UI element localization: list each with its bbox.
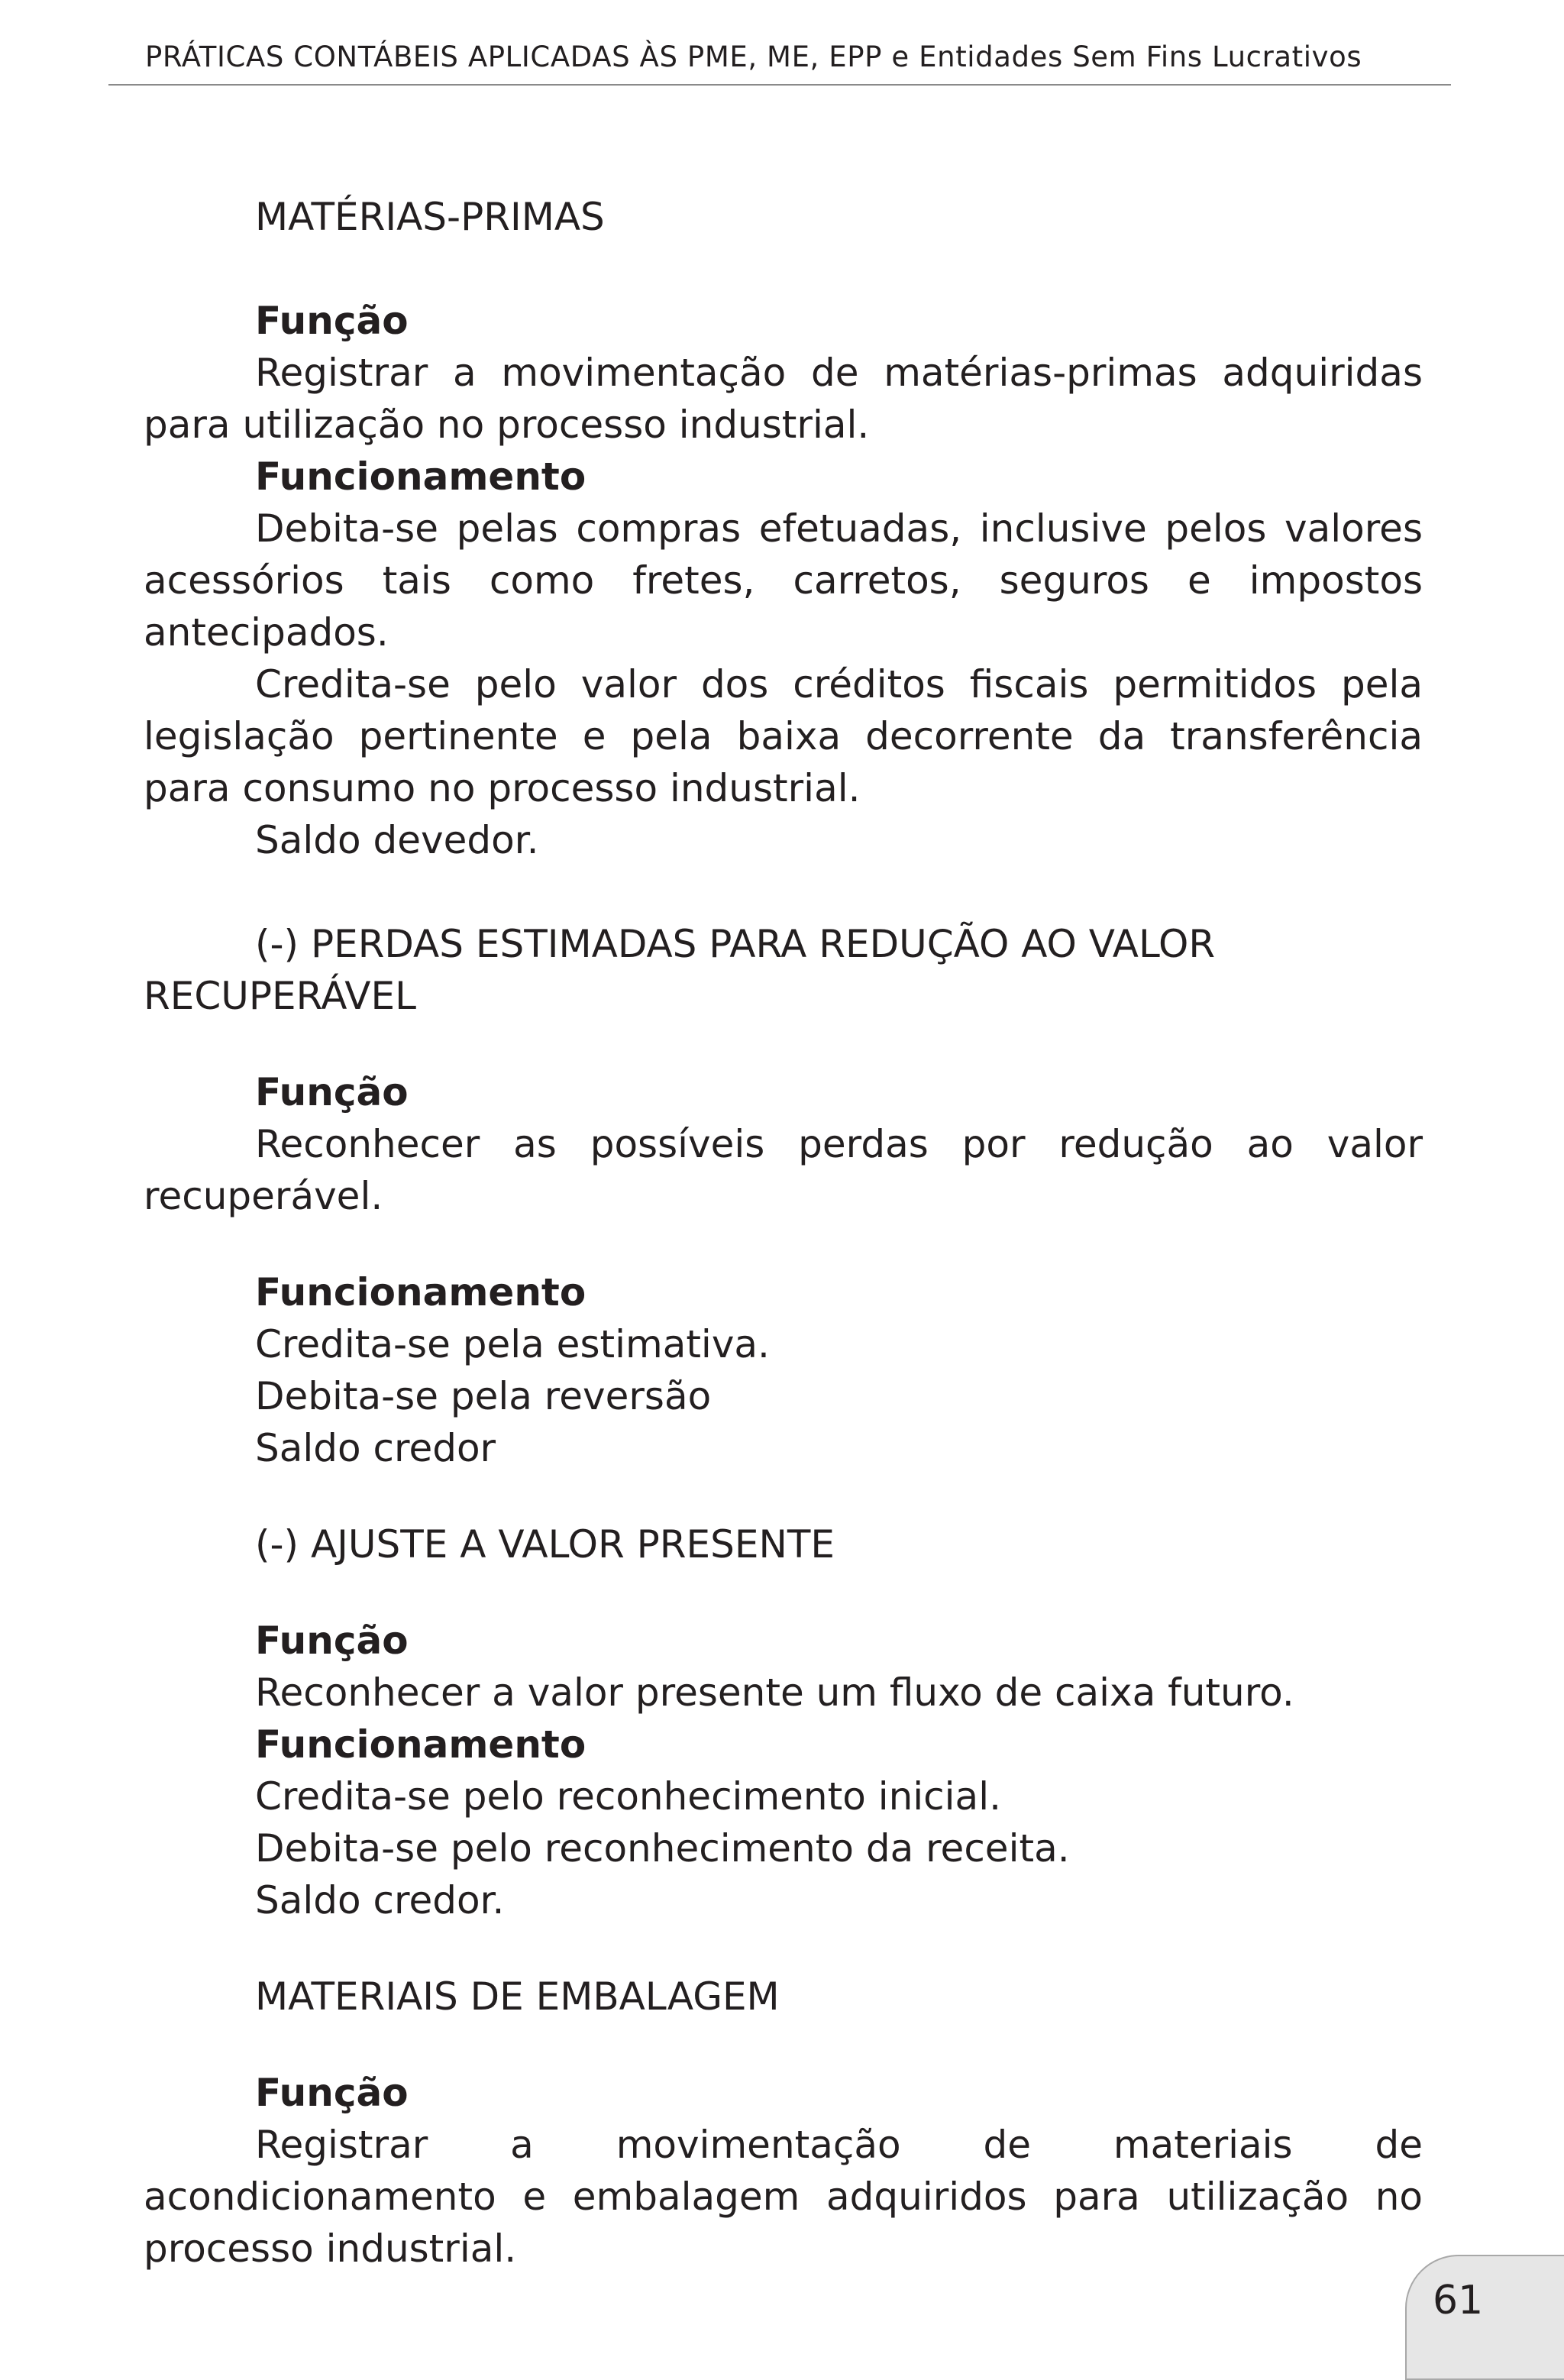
operation-line: Debita-se pela reversão: [255, 1374, 712, 1418]
operation-line: Credita-se pelo valor dos créditos fiscais permitidos pela legislação pertinente e pela baixa decorrente da transferência para consumo no processo industrial.: [144, 662, 1423, 810]
function-label: Função: [255, 1070, 409, 1114]
section-title: (-) PERDAS ESTIMADAS PARA REDUÇÃO AO VALOR RECUPERÁVEL: [144, 922, 1216, 1018]
operation-label: Funcionamento: [255, 1270, 586, 1314]
operation-line: Debita-se pelas compras efetuadas, inclusive pelos valores acessórios tais como fretes, carretos, seguros e impostos antecipados.: [144, 506, 1423, 655]
operation-line: Debita-se pelo reconhecimento da receita.: [255, 1826, 1070, 1871]
section-title: MATERIAIS DE EMBALAGEM: [255, 1974, 780, 2019]
section-materiais-embalagem: [144, 1971, 1423, 2275]
operation-line: Credita-se pelo reconhecimento inicial.: [255, 1774, 1001, 1819]
section-materias-primas: [144, 191, 1423, 866]
operation-line: Saldo credor: [255, 1426, 496, 1470]
function-text: Registrar a movimentação de matérias-primas adquiridas para utilização no processo industrial.: [144, 351, 1423, 447]
section-title: (-) AJUSTE A VALOR PRESENTE: [255, 1522, 835, 1567]
function-label: Função: [255, 2071, 409, 2115]
function-label: Função: [255, 299, 409, 343]
operation-line: Saldo credor.: [255, 1878, 505, 1922]
function-label: Função: [255, 1618, 409, 1663]
header-rule: [108, 84, 1451, 86]
operation-line: Saldo devedor.: [255, 818, 539, 862]
page-number: 61: [1433, 2278, 1484, 2323]
operation-line: Credita-se pela estimativa.: [255, 1322, 770, 1366]
running-header: PRÁTICAS CONTÁBEIS APLICADAS ÀS PME, ME, EPP e Entidades Sem Fins Lucrativos: [145, 40, 1362, 73]
page-content: [144, 191, 1423, 2275]
page-number-tab: [1405, 2255, 1564, 2380]
section-perdas-estimadas: [144, 918, 1423, 1474]
function-text: Reconhecer a valor presente um fluxo de caixa futuro.: [255, 1670, 1294, 1715]
operation-label: Funcionamento: [255, 454, 586, 499]
function-text: Registrar a movimentação de materiais de acondicionamento e embalagem adquiridos para utilização no processo industrial.: [144, 2123, 1423, 2271]
section-ajuste-valor-presente: [144, 1518, 1423, 1926]
operation-label: Funcionamento: [255, 1722, 586, 1767]
function-text: Reconhecer as possíveis perdas por redução ao valor recuperável.: [144, 1122, 1423, 1218]
section-title: MATÉRIAS-PRIMAS: [255, 195, 605, 239]
